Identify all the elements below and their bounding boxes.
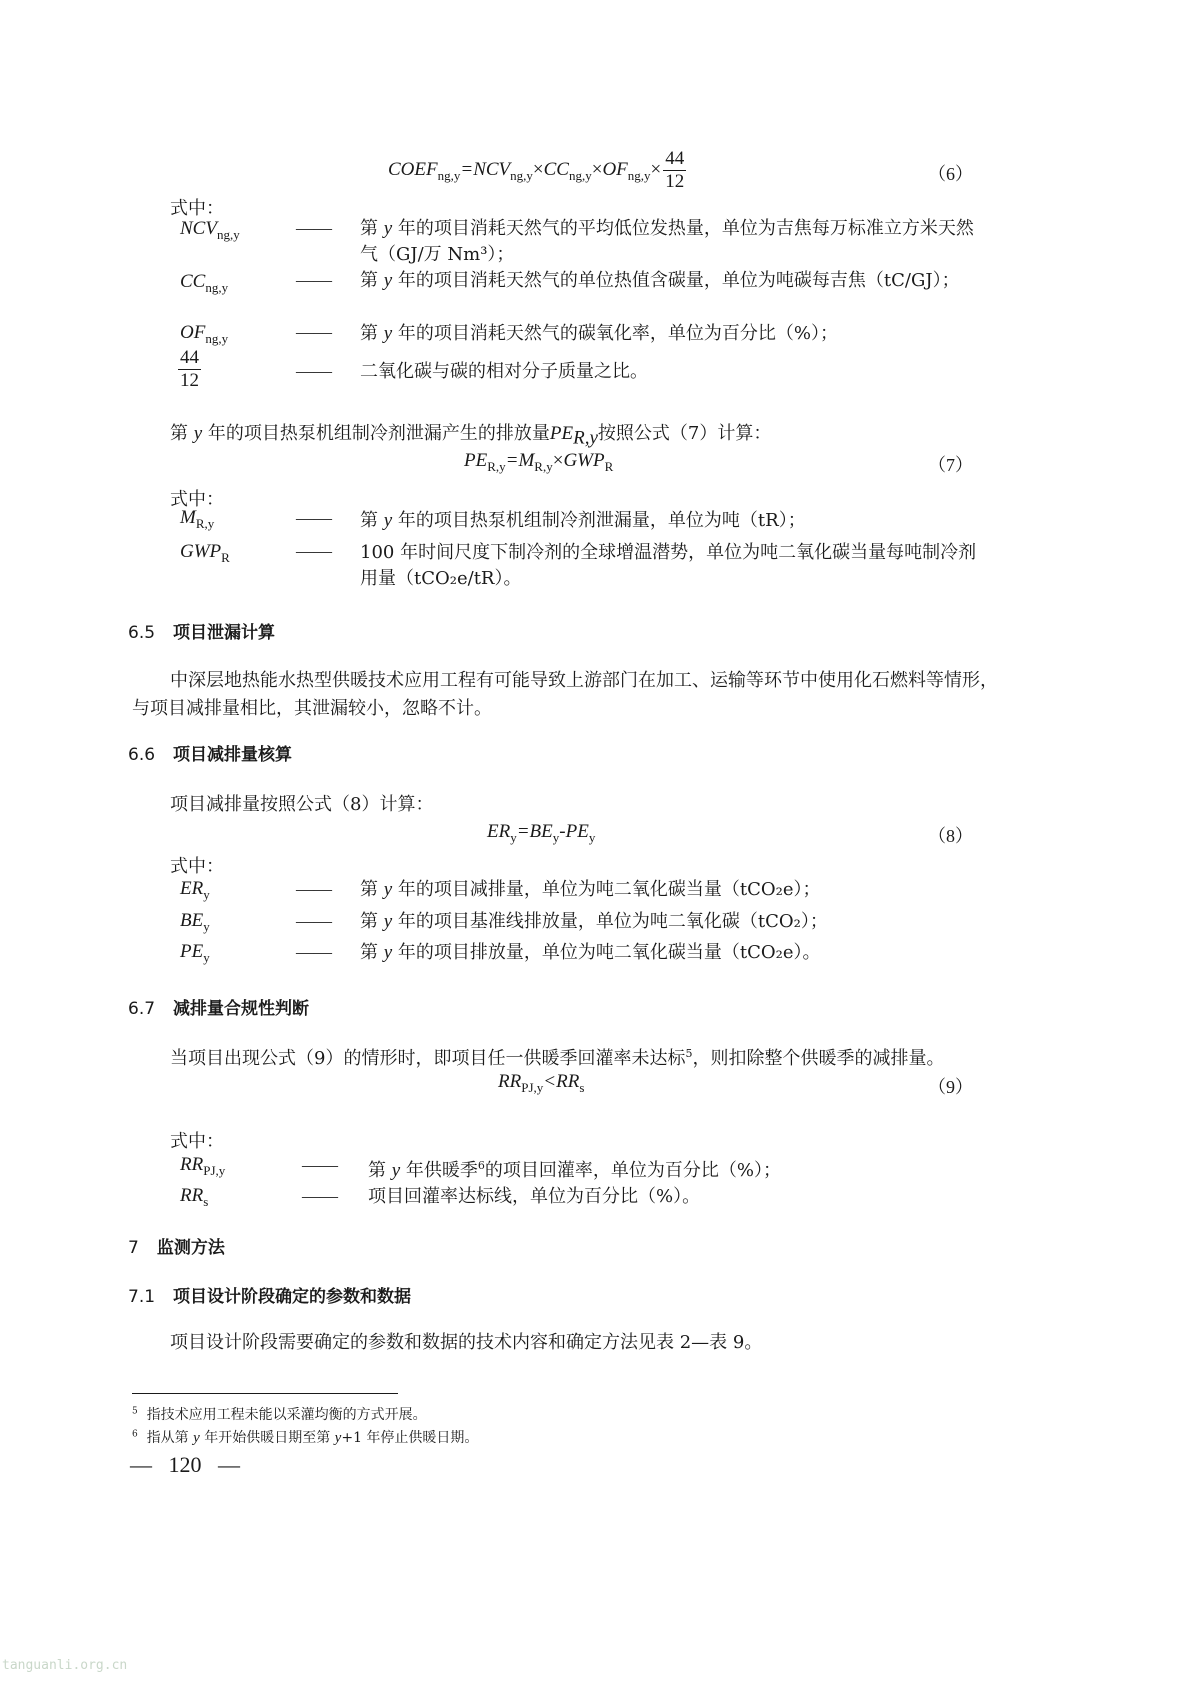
dash: —— <box>296 942 332 962</box>
dash: —— <box>296 508 332 528</box>
footnote-5: $^5$ 指技术应用工程未能以采灌均衡的方式开展。 <box>132 1406 427 1423</box>
dash: —— <box>296 218 332 238</box>
definition-text: 第 y 年的项目排放量，单位为吨二氧化碳当量（tCO₂e）。 <box>360 942 821 963</box>
dash: —— <box>296 270 332 290</box>
page-number: — 120 — <box>130 1452 240 1477</box>
section-heading-6-6: 6.6 项目减排量核算 <box>128 745 293 765</box>
definition-text: 第 y 年的项目消耗天然气的平均低位发热量，单位为吉焦每万标准立方米天然气（GJ/万 Nm³）； <box>360 218 974 265</box>
definition-text: 第 y 年的项目热泵机组制冷剂泄漏量，单位为吨（tR）； <box>360 510 806 531</box>
dash: —— <box>302 1186 338 1206</box>
definition-text: 第 y 年供暖季$^6$的项目回灌率，单位为百分比（%）； <box>368 1159 782 1181</box>
definition-text: 第 y 年的项目基准线排放量，单位为吨二氧化碳（tCO₂）； <box>360 911 828 932</box>
equation-number: （7） <box>928 455 973 475</box>
definition-text: 项目回灌率达标线，单位为百分比（%）。 <box>368 1186 701 1207</box>
footnote-rule <box>132 1393 398 1394</box>
paragraph-intro-7: 第 y 年的项目热泵机组制冷剂泄漏产生的排放量$PE_{R,y}$按照公式（7）计算： <box>170 423 772 449</box>
symbol: $RR_s$ <box>180 1185 209 1209</box>
section-heading-6-7: 6.7 减排量合规性判断 <box>128 999 310 1019</box>
ratio-symbol: $\frac{44}{12}$ <box>180 347 199 391</box>
equation-number: （9） <box>928 1077 973 1097</box>
equation-9: $RR_{PJ,y}<RR_s$ <box>498 1071 585 1095</box>
equation-6: $COEF_{ng,y}=NCV_{ng,y}\times CC_{ng,y}\times OF_{ng,y}\times$ $\frac{44}{12}$ <box>388 148 685 192</box>
section-heading-7: 7 监测方法 <box>128 1238 225 1258</box>
paragraph-leakage: 中深层地热能水热型供暖技术应用工程有可能导致上游部门在加工、运输等环节中使用化石燃料等情形，与项目减排量相比，其泄漏较小，忽略不计。 <box>132 670 998 719</box>
paragraph-design-stage: 项目设计阶段需要确定的参数和数据的技术内容和确定方法见表 2—表 9。 <box>170 1332 763 1353</box>
where-label: 式中： <box>170 1131 224 1152</box>
fraction-44-12: $\frac{44}{12}$ <box>665 148 685 192</box>
definition-text: 100 年时间尺度下制冷剂的全球增温潜势，单位为吨二氧化碳当量每吨制冷剂用量（tCO₂e/tR）。 <box>360 542 977 589</box>
equation-7: $PE_{R,y}=M_{R,y}\times GWP_R$ <box>464 450 614 474</box>
equation-number: （8） <box>928 826 973 846</box>
symbol: $OF_{ng,y}$ <box>180 322 229 346</box>
dash: —— <box>296 322 332 342</box>
paragraph-compliance: 当项目出现公式（9）的情形时，即项目任一供暖季回灌率未达标$^5$，则扣除整个供暖季的减排量。 <box>170 1047 945 1069</box>
symbol: $ER_y$ <box>180 878 210 902</box>
symbol: $M_{R,y}$ <box>180 507 215 531</box>
where-label: 式中： <box>170 489 224 510</box>
equation-8: $ER_y=BE_y-PE_y$ <box>487 821 596 845</box>
equation-number: （6） <box>928 164 973 184</box>
section-heading-6-5: 6.5 项目泄漏计算 <box>128 623 276 643</box>
footnote-6: $^6$ 指从第 y 年开始供暖日期至第 y+1 年停止供暖日期。 <box>132 1429 479 1446</box>
symbol: $CC_{ng,y}$ <box>180 271 229 295</box>
definition-text: 第 y 年的项目消耗天然气的碳氧化率，单位为百分比（%）； <box>360 323 839 344</box>
symbol: $GWP_R$ <box>180 541 230 565</box>
definition-text: 二氧化碳与碳的相对分子质量之比。 <box>360 361 648 382</box>
dash: —— <box>296 879 332 899</box>
symbol: $NCV_{ng,y}$ <box>180 218 240 242</box>
dash: —— <box>302 1155 338 1175</box>
where-label: 式中： <box>170 198 224 219</box>
paragraph-intro-8: 项目减排量按照公式（8）计算： <box>170 794 434 815</box>
section-heading-7-1: 7.1 项目设计阶段确定的参数和数据 <box>128 1287 412 1307</box>
dash: —— <box>296 361 332 381</box>
dash: —— <box>296 541 332 561</box>
watermark: tanguanli.org.cn <box>2 1658 128 1673</box>
where-label: 式中： <box>170 856 224 877</box>
dash: —— <box>296 911 332 931</box>
symbol: $PE_y$ <box>180 941 210 965</box>
symbol: $BE_y$ <box>180 910 210 934</box>
definition-text: 第 y 年的项目减排量，单位为吨二氧化碳当量（tCO₂e）； <box>360 879 821 900</box>
definition-text: 第 y 年的项目消耗天然气的单位热值含碳量，单位为吨碳每吉焦（tC/GJ）； <box>360 270 960 291</box>
symbol: $RR_{PJ,y}$ <box>180 1154 226 1178</box>
